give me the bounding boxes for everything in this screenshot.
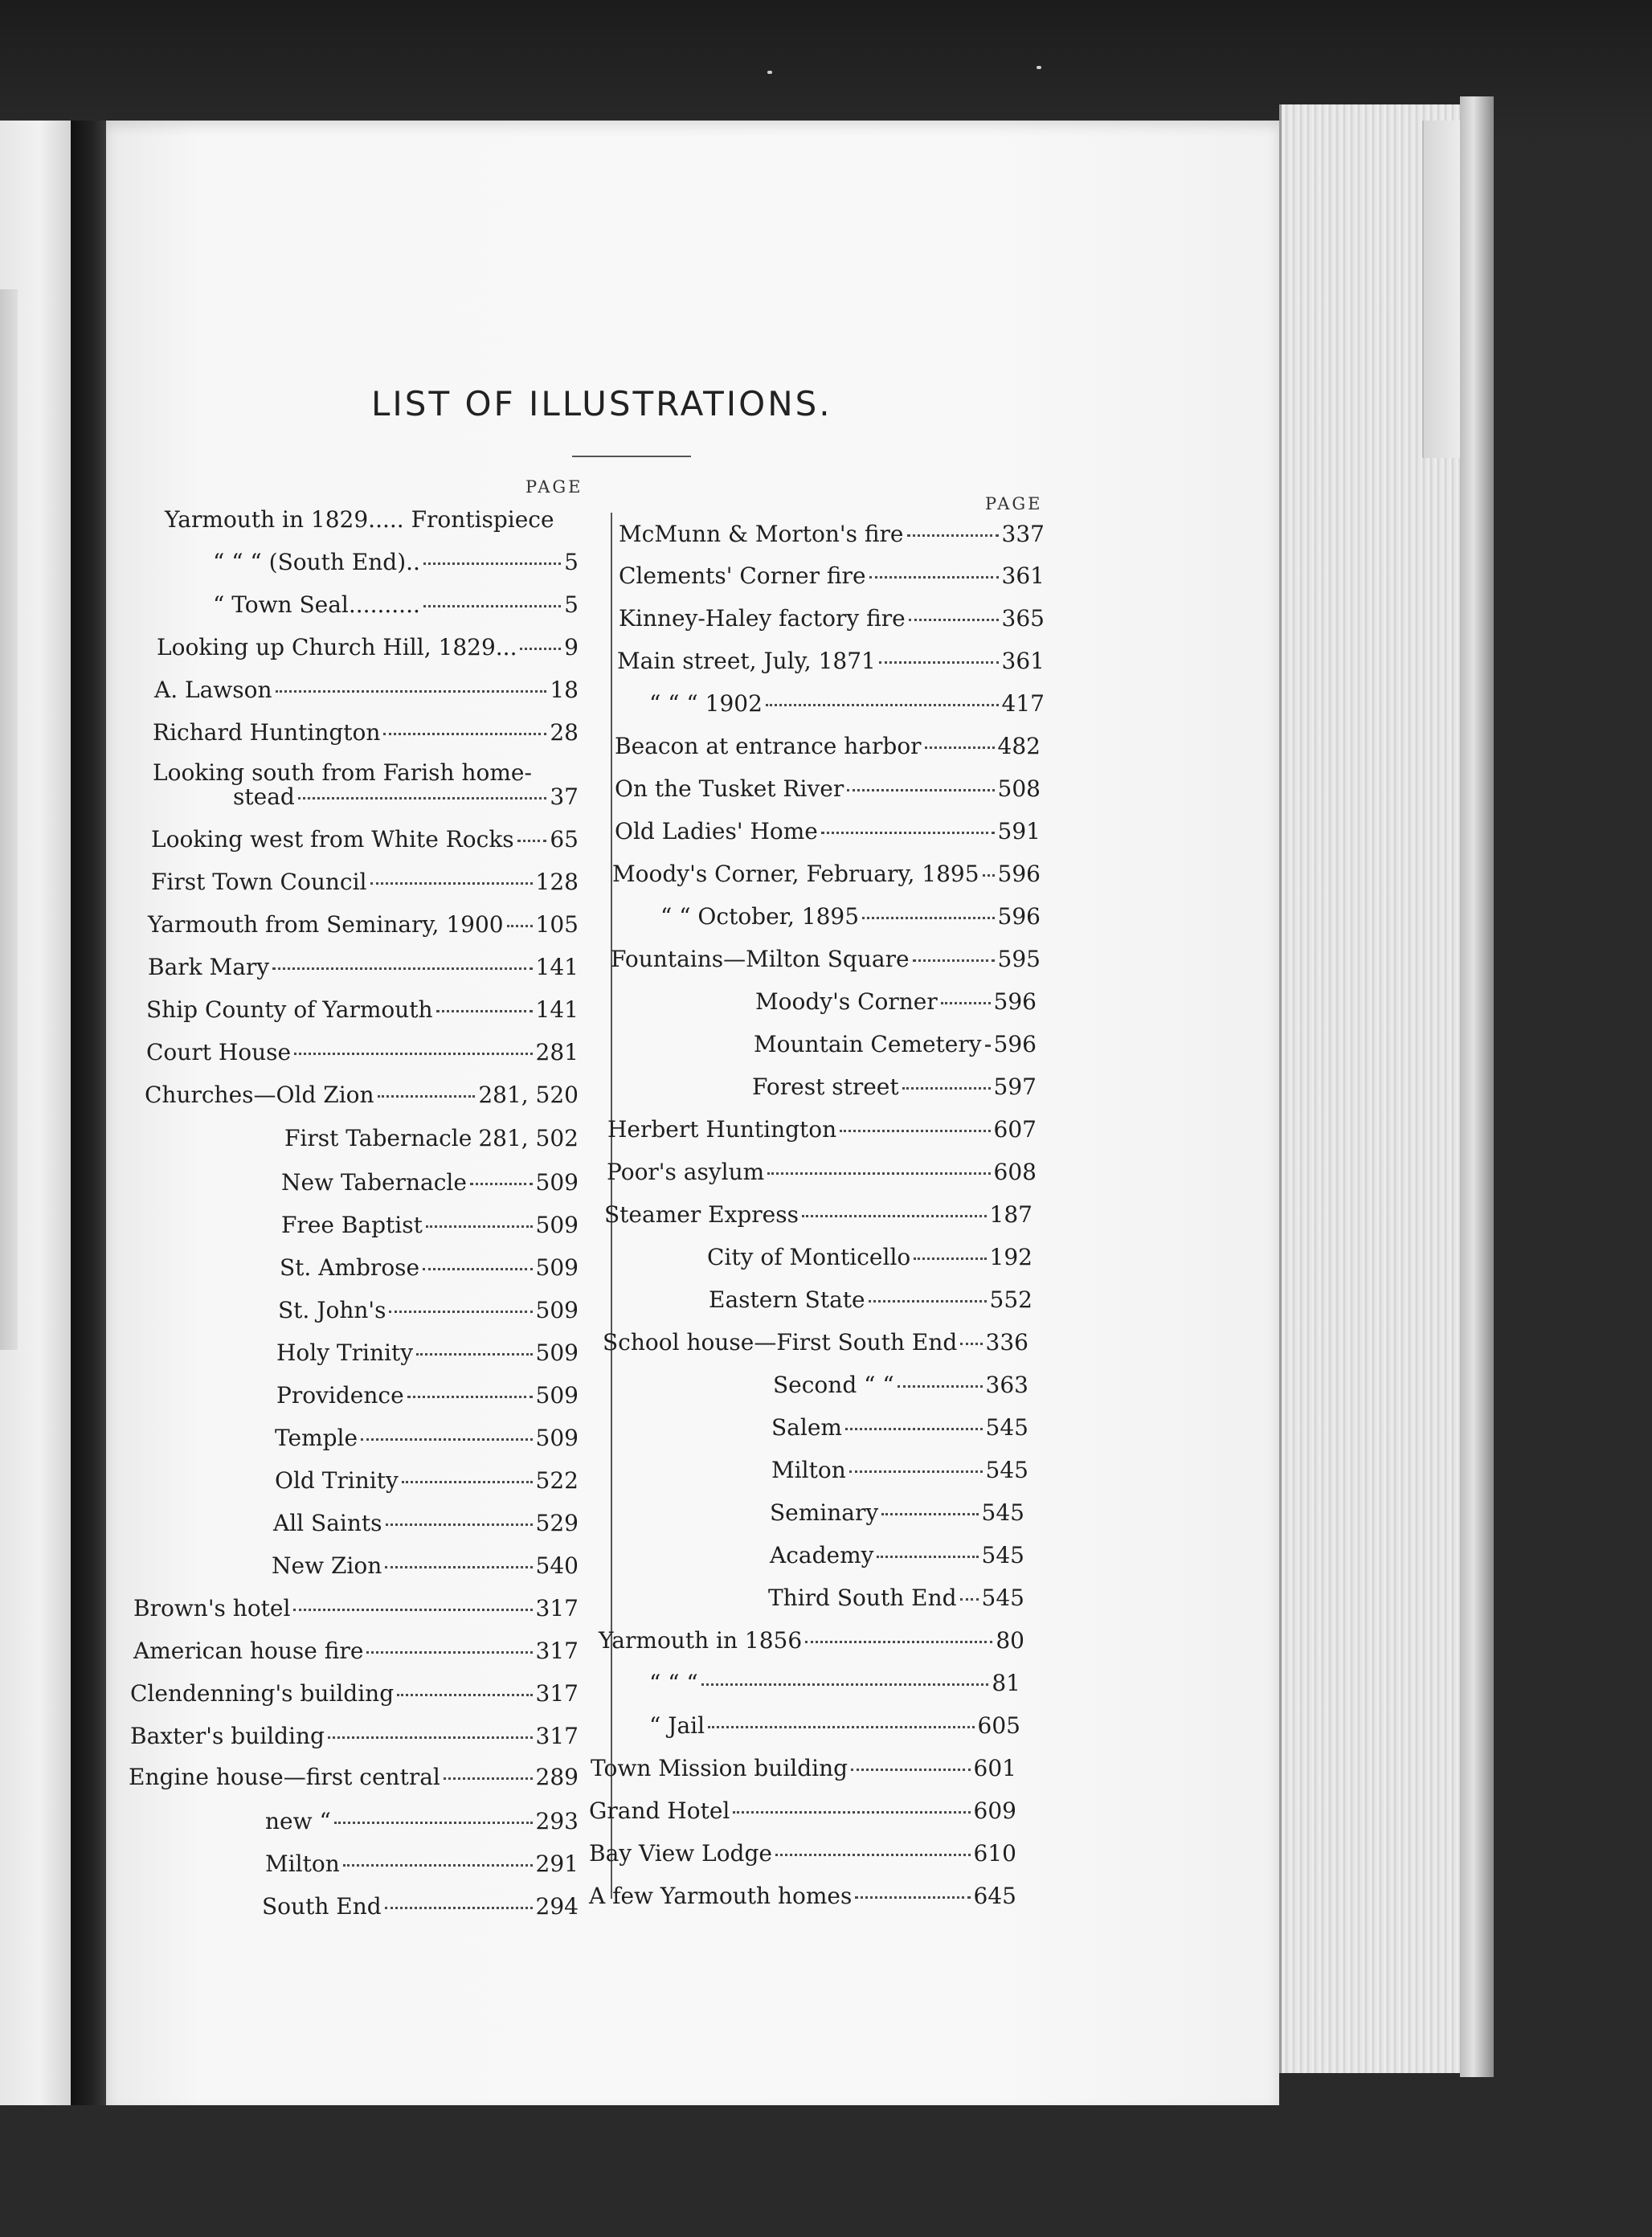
dot-leader — [862, 916, 995, 919]
dot-leader — [416, 1352, 533, 1356]
left-entry — [272, 1552, 579, 1580]
dot-leader — [423, 604, 561, 607]
entry-title: Herbert Huntington — [607, 1116, 837, 1143]
dot-leader — [881, 1512, 978, 1515]
entry-title: Court House — [146, 1039, 292, 1065]
entry-page-number: 645 — [973, 1883, 1016, 1909]
entry-page-number: 281, 520 — [478, 1082, 579, 1108]
left-entry — [151, 869, 579, 896]
dot-leader — [960, 1597, 979, 1601]
entry-title: Seminary — [770, 1499, 879, 1526]
dot-leader — [847, 788, 994, 791]
entry-title: Clendenning's building — [130, 1680, 395, 1707]
dot-leader — [898, 1384, 983, 1388]
book-cover-edge — [1460, 96, 1494, 2077]
entry-title: Providence — [276, 1382, 404, 1409]
right-entry — [603, 1329, 1028, 1356]
entry-page-number: 609 — [973, 1797, 1016, 1824]
right-entry — [591, 1755, 1016, 1782]
dot-leader — [402, 1480, 533, 1483]
left-entry — [278, 1297, 579, 1324]
entry-title: Engine house—first central — [129, 1764, 440, 1790]
entry-title: “ “ “ — [649, 1670, 698, 1696]
entry-title: Steamer Express — [604, 1201, 799, 1228]
entry-title: “ “ October, 1895 — [660, 903, 860, 930]
right-entry — [649, 690, 1045, 718]
entry-page-number: 596 — [993, 988, 1037, 1015]
dot-leader — [851, 1768, 970, 1771]
entry-page-number: 545 — [985, 1414, 1028, 1441]
entry-page-number: 529 — [535, 1510, 579, 1536]
entry-title: Yarmouth from Seminary, 1900 — [148, 911, 504, 938]
entry-title: Third South End — [768, 1585, 957, 1611]
dot-leader — [960, 1342, 982, 1345]
dot-leader — [423, 1267, 532, 1270]
entry-title: Beacon at entrance harbor — [615, 733, 922, 759]
entry-page-number: 597 — [993, 1074, 1037, 1100]
entry-page-number: 187 — [989, 1201, 1032, 1228]
dot-leader — [378, 1094, 476, 1098]
dot-leader — [298, 796, 547, 800]
entry-title: Clements' Corner fire — [619, 562, 866, 589]
entry-page-number: 509 — [535, 1297, 579, 1323]
entry-page-number: 608 — [993, 1159, 1037, 1185]
left-entry — [213, 591, 579, 619]
entry-page-number: 105 — [535, 911, 579, 938]
entry-page-number: 317 — [535, 1680, 579, 1707]
entry-title: A few Yarmouth homes — [589, 1883, 853, 1909]
entry-title: “ Town Seal.......... — [213, 591, 420, 618]
entry-title: Looking west from White Rocks — [151, 826, 514, 853]
entry-title: Yarmouth in 1856 — [599, 1627, 803, 1654]
entry-title: Fountains—Milton Square — [611, 946, 910, 972]
right-entry — [771, 1414, 1028, 1442]
dot-leader — [914, 1257, 986, 1260]
entry-page-number: 192 — [989, 1244, 1032, 1270]
dot-leader — [294, 1052, 532, 1055]
entry-page-number: 591 — [997, 818, 1041, 844]
entry-title: Looking south from Farish home- — [153, 759, 532, 786]
entry-page-number: 509 — [535, 1339, 579, 1366]
dot-leader — [701, 1683, 989, 1686]
dot-leader — [983, 873, 995, 877]
left-entry — [133, 1638, 579, 1665]
dot-leader — [802, 1214, 987, 1217]
book-gutter — [71, 121, 106, 2105]
entry-page-number: 509 — [535, 1212, 579, 1238]
entry-title: Yarmouth in 1829..... Frontispiece — [165, 506, 554, 533]
entry-title: McMunn & Morton's fire — [619, 521, 904, 547]
dot-leader — [907, 534, 999, 537]
entry-title: Holy Trinity — [276, 1339, 414, 1366]
right-entry — [619, 521, 1045, 548]
entry-title: Looking up Church Hill, 1829... — [157, 634, 517, 660]
right-entry — [604, 1201, 1032, 1229]
left-entry — [233, 783, 579, 811]
entry-title: Free Baptist — [281, 1212, 423, 1238]
left-entry — [129, 1764, 579, 1791]
left-page-header: PAGE — [525, 477, 583, 497]
dot-leader — [470, 1182, 533, 1185]
entry-page-number: 5 — [564, 591, 579, 618]
dot-leader — [370, 881, 533, 885]
entry-title: Bark Mary — [148, 954, 270, 980]
dot-leader — [334, 1821, 533, 1824]
entry-page-number: 141 — [535, 996, 579, 1023]
entry-page-number: 509 — [535, 1425, 579, 1451]
entry-title: Bay View Lodge — [589, 1840, 772, 1867]
left-entry — [153, 719, 579, 746]
right-entry — [617, 648, 1045, 675]
left-entry — [130, 1723, 579, 1750]
right-entry — [649, 1712, 1020, 1740]
dot-leader — [426, 1225, 533, 1228]
left-entry — [281, 1169, 579, 1196]
left-entry — [284, 1125, 579, 1152]
entry-title: Moody's Corner — [755, 988, 938, 1015]
right-entry — [619, 605, 1045, 632]
dot-leader — [708, 1725, 975, 1728]
right-entry — [615, 775, 1041, 803]
entry-title: City of Monticello — [707, 1244, 911, 1270]
dust-speck — [767, 71, 772, 74]
entry-title: New Zion — [272, 1552, 382, 1579]
entry-page-number: 552 — [989, 1286, 1032, 1313]
entry-page-number: 522 — [535, 1467, 579, 1494]
entry-title: Grand Hotel — [589, 1797, 730, 1824]
dot-leader — [775, 1853, 971, 1856]
entry-page-number: 509 — [535, 1169, 579, 1196]
right-entry — [770, 1542, 1024, 1569]
facing-page-plate — [0, 289, 18, 1350]
entry-title: Eastern State — [709, 1286, 865, 1313]
entry-title: American house fire — [133, 1638, 364, 1664]
dot-leader — [877, 1555, 978, 1558]
right-entry — [619, 562, 1045, 590]
dot-leader — [840, 1129, 990, 1132]
entry-title: First Town Council — [151, 869, 367, 895]
left-entry — [276, 1339, 579, 1367]
entry-title: Brown's hotel — [133, 1595, 291, 1622]
entry-page-number: 545 — [981, 1542, 1024, 1568]
entry-page-number: 18 — [550, 677, 579, 703]
entry-page-number: 545 — [981, 1585, 1024, 1611]
left-entry — [145, 1082, 579, 1109]
right-entry — [709, 1286, 1032, 1314]
entry-page-number: 9 — [564, 634, 579, 660]
entry-page-number: 5 — [564, 549, 579, 575]
entry-page-number: 361 — [1001, 562, 1045, 589]
left-entry — [275, 1425, 579, 1452]
entry-title: new “ — [265, 1808, 331, 1834]
right-entry — [707, 1244, 1032, 1271]
entry-title: New Tabernacle — [281, 1169, 467, 1196]
dot-leader — [879, 660, 999, 664]
dot-leader — [925, 746, 995, 749]
dot-leader — [361, 1437, 532, 1441]
entry-page-number: 37 — [550, 783, 579, 810]
right-entry — [615, 733, 1041, 760]
right-entry — [773, 1372, 1028, 1399]
entry-title: St. John's — [278, 1297, 386, 1323]
dot-leader — [276, 689, 547, 693]
dot-leader — [941, 1001, 991, 1004]
entry-page-number: 545 — [981, 1499, 1024, 1526]
entry-page-number: 417 — [1001, 690, 1045, 717]
entry-title: Old Ladies' Home — [615, 818, 818, 844]
dot-leader — [766, 703, 999, 706]
dot-leader — [366, 1650, 532, 1654]
entry-page-number: 605 — [977, 1712, 1020, 1739]
entry-page-number: 337 — [1001, 521, 1045, 547]
right-entry — [589, 1883, 1016, 1910]
right-entry — [607, 1159, 1037, 1186]
entry-title: Old Trinity — [275, 1467, 399, 1494]
dot-leader — [767, 1172, 990, 1175]
dot-leader — [869, 1299, 987, 1303]
left-entry — [280, 1254, 579, 1282]
dot-leader — [397, 1693, 532, 1696]
dot-leader — [517, 839, 547, 842]
left-entry — [276, 1382, 579, 1409]
entry-page-number: 363 — [985, 1372, 1028, 1398]
left-entry — [154, 677, 579, 704]
right-entry — [770, 1499, 1024, 1527]
left-entry — [273, 1510, 579, 1537]
entry-page-number: 509 — [535, 1254, 579, 1281]
entry-title: “ Jail — [649, 1712, 705, 1739]
dot-leader — [407, 1395, 533, 1398]
entry-page-number: 607 — [993, 1116, 1037, 1143]
entry-page-number: 540 — [535, 1552, 579, 1579]
dot-leader — [385, 1565, 532, 1568]
entry-title: Kinney-Haley factory fire — [619, 605, 906, 632]
title-rule — [572, 456, 691, 457]
entry-page-number: 596 — [997, 861, 1041, 887]
dot-leader — [436, 1009, 533, 1012]
right-entry — [771, 1457, 1028, 1484]
dot-leader — [805, 1640, 992, 1643]
left-entry — [157, 634, 579, 661]
entry-title: Poor's asylum — [607, 1159, 765, 1185]
entry-title: South End — [262, 1893, 382, 1920]
dot-leader — [389, 1310, 532, 1313]
right-entry — [660, 903, 1041, 930]
dot-leader — [733, 1810, 970, 1814]
entry-title: Salem — [771, 1414, 842, 1441]
entry-page-number: 317 — [535, 1595, 579, 1622]
right-entry — [615, 818, 1041, 845]
dot-leader — [909, 618, 999, 621]
entry-page-number: 610 — [973, 1840, 1016, 1867]
left-entry — [146, 1039, 579, 1066]
entry-page-number: 596 — [997, 903, 1041, 930]
page-title: LIST OF ILLUSTRATIONS. — [371, 384, 832, 423]
entry-page-number: 365 — [1001, 605, 1045, 632]
entry-title: Mountain Cemetery — [754, 1031, 982, 1057]
entry-page-number: 281 — [535, 1039, 579, 1065]
dust-speck — [1037, 66, 1041, 69]
entry-title: Baxter's building — [130, 1723, 325, 1749]
left-entry — [213, 549, 579, 576]
entry-page-number: 293 — [535, 1808, 579, 1834]
right-page-header: PAGE — [985, 494, 1043, 513]
right-entry — [649, 1670, 1020, 1697]
entry-page-number: 601 — [973, 1755, 1016, 1781]
dot-leader — [328, 1736, 533, 1739]
entry-page-number: 596 — [993, 1031, 1037, 1057]
entry-title: Academy — [770, 1542, 874, 1568]
dot-leader — [507, 924, 533, 927]
entry-page-number: 65 — [550, 826, 579, 853]
entry-title: Churches—Old Zion — [145, 1082, 374, 1108]
entry-title: First Tabernacle — [284, 1125, 472, 1151]
entry-page-number: 317 — [535, 1723, 579, 1749]
dot-leader — [520, 647, 561, 650]
dot-leader — [845, 1427, 983, 1430]
entry-title: stead — [233, 783, 295, 810]
entry-title: St. Ambrose — [280, 1254, 420, 1281]
entry-title: Second “ “ — [773, 1372, 894, 1398]
entry-page-number: 291 — [535, 1851, 579, 1877]
entry-title: Ship County of Yarmouth — [146, 996, 433, 1023]
entry-page-number: 508 — [997, 775, 1041, 802]
entry-page-number: 294 — [535, 1893, 579, 1920]
entry-title: All Saints — [273, 1510, 382, 1536]
dot-leader — [444, 1777, 533, 1780]
right-entry — [768, 1585, 1024, 1612]
entry-page-number: 595 — [997, 946, 1041, 972]
entry-page-number: 141 — [535, 954, 579, 980]
entry-title: Milton — [771, 1457, 846, 1483]
left-entry — [265, 1851, 579, 1878]
entry-page-number: 80 — [996, 1627, 1024, 1654]
right-entry — [611, 946, 1041, 973]
left-entry — [133, 1595, 579, 1622]
entry-title: Moody's Corner, February, 1895 — [612, 861, 979, 887]
dot-leader — [855, 1896, 970, 1899]
entry-title: A. Lawson — [154, 677, 272, 703]
dot-leader — [913, 959, 995, 962]
left-entry — [148, 911, 579, 939]
left-entry — [275, 1467, 579, 1495]
entry-page-number: 482 — [997, 733, 1041, 759]
left-entry — [148, 954, 579, 981]
right-entry — [589, 1797, 1016, 1825]
entry-page-number: 509 — [535, 1382, 579, 1409]
right-entry — [754, 1031, 1037, 1058]
left-entry — [165, 506, 579, 534]
entry-title: Main street, July, 1871 — [617, 648, 876, 674]
dot-leader — [383, 732, 546, 735]
right-entry — [755, 988, 1037, 1016]
right-entry — [752, 1074, 1037, 1101]
entry-title: Milton — [265, 1851, 340, 1877]
dot-leader — [985, 1044, 991, 1047]
entry-title: Town Mission building — [591, 1755, 848, 1781]
entry-page-number: 545 — [985, 1457, 1028, 1483]
entry-title: Richard Huntington — [153, 719, 381, 746]
dot-leader — [869, 575, 999, 579]
entry-page-number: 81 — [992, 1670, 1020, 1696]
entry-page-number: 128 — [535, 869, 579, 895]
dot-leader — [423, 562, 561, 565]
entry-page-number: 281, 502 — [478, 1125, 579, 1151]
dot-leader — [272, 967, 532, 970]
entry-title: “ “ “ (South End).. — [213, 549, 420, 575]
entry-title: Temple — [275, 1425, 358, 1451]
entry-page-number: 336 — [985, 1329, 1028, 1356]
right-entry — [607, 1116, 1037, 1143]
entry-title: On the Tusket River — [615, 775, 844, 802]
right-entry — [589, 1840, 1016, 1867]
dot-leader — [821, 831, 995, 834]
right-entry — [599, 1627, 1024, 1654]
entry-page-number: 28 — [550, 719, 579, 746]
dot-leader — [386, 1523, 533, 1526]
left-entry — [151, 826, 579, 853]
entry-title: “ “ “ 1902 — [649, 690, 763, 717]
dot-leader — [849, 1470, 983, 1473]
left-entry — [265, 1808, 579, 1835]
entry-title: School house—First South End — [603, 1329, 958, 1356]
left-entry — [146, 996, 579, 1024]
dot-leader — [385, 1906, 533, 1909]
left-entry — [153, 759, 579, 787]
left-entry — [281, 1212, 579, 1239]
left-entry — [130, 1680, 579, 1707]
right-entry — [612, 861, 1041, 888]
dot-leader — [343, 1863, 533, 1867]
dot-leader — [293, 1608, 532, 1611]
entry-page-number: 317 — [535, 1638, 579, 1664]
entry-page-number: 361 — [1001, 648, 1045, 674]
dot-leader — [902, 1086, 991, 1090]
entry-page-number: 289 — [535, 1764, 579, 1790]
left-entry — [262, 1893, 579, 1920]
entry-title: Forest street — [752, 1074, 899, 1100]
